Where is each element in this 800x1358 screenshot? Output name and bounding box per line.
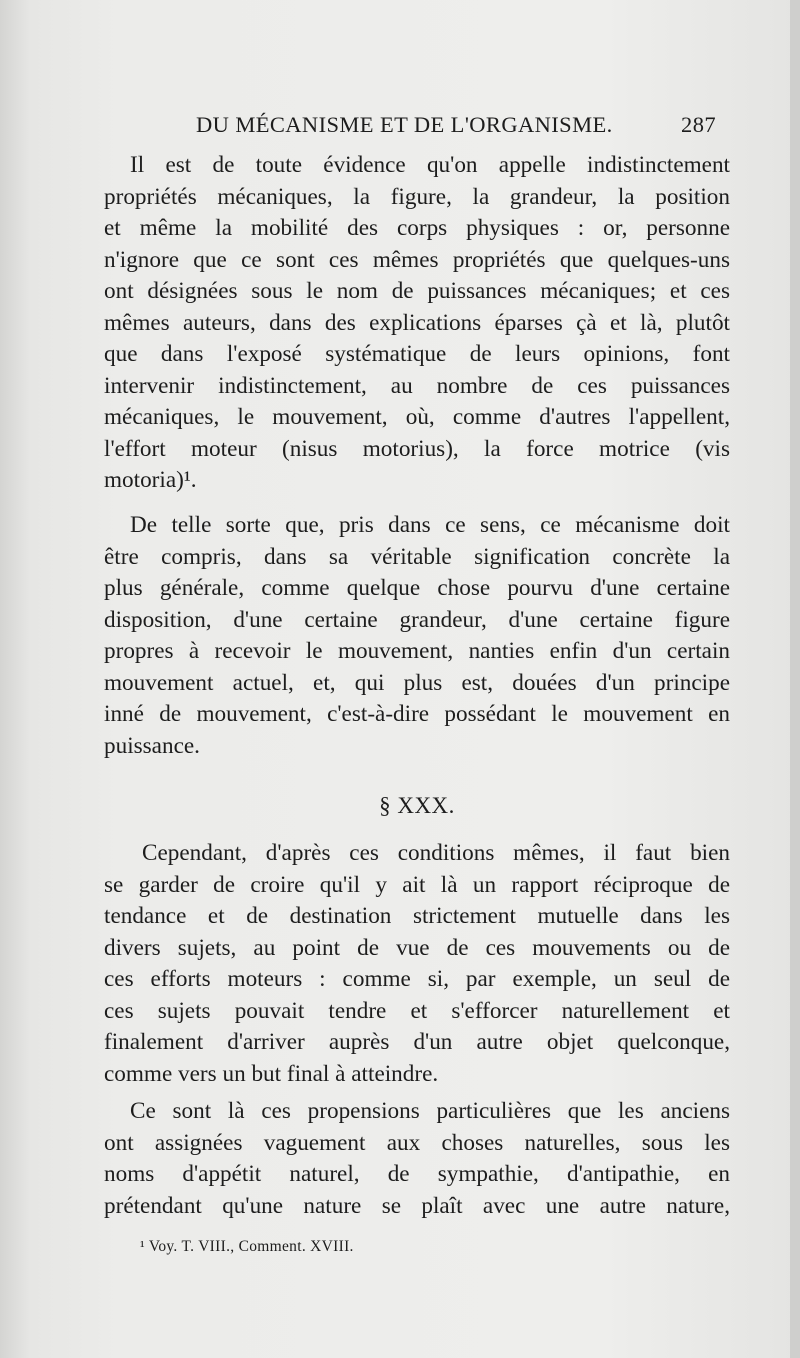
text-line: l'effort moteur (nisus motorius), la force motrice (vis: [104, 435, 730, 462]
text-line: propres à recevoir le mouvement, nanties enfin d'un certain: [104, 638, 730, 664]
text-line: disposition, d'une certaine grandeur, d'une certaine figure: [104, 606, 730, 633]
text-line: mêmes auteurs, dans des explications éparses çà et là, plutôt: [104, 309, 730, 336]
footnote: ¹ Voy. T. VIII., Comment. XVIII.: [140, 1238, 354, 1255]
text-line: intervenir indistinctement, au nombre de ces puissances: [104, 372, 730, 399]
text-line: et même la mobilité des corps physiques : or, personne: [104, 215, 730, 241]
text-line: être compris, dans sa véritable signification concrète la: [104, 543, 730, 570]
text-line: que dans l'exposé systématique de leurs opinions, font: [104, 341, 730, 367]
text-line: mouvement actuel, et, qui plus est, douées d'un principe: [104, 669, 730, 696]
paragraph-1: [104, 150, 730, 497]
page-number: 287: [681, 112, 716, 137]
text-line: Cependant, d'après ces conditions mêmes, il faut bien: [142, 840, 730, 866]
text-line: noms d'appétit naturel, de sympathie, d'antipathie, en: [104, 1161, 730, 1187]
text-line: inné de mouvement, c'est-à-dire possédant le mouvement en: [104, 701, 730, 727]
paragraph-4: [104, 1096, 730, 1222]
text-line: prétendant qu'une nature se plaît avec une autre nature,: [104, 1192, 730, 1219]
text-line: plus générale, comme quelque chose pourvu d'une certaine: [104, 575, 730, 601]
text-line: Il est de toute évidence qu'on appelle indistinctement: [130, 152, 730, 178]
text-line: ces sujets pouvait tendre et s'efforcer naturellement et: [104, 997, 730, 1024]
text-line: De telle sorte que, pris dans ce sens, ce mécanisme doit: [130, 512, 730, 538]
running-title: DU MÉCANISME ET DE L'ORGANISME.: [196, 112, 613, 137]
section-heading: § XXX.: [379, 793, 455, 818]
text-line: mécaniques, le mouvement, où, comme d'autres l'appellent,: [104, 404, 730, 430]
text-line: Ce sont là ces propensions particulières que les anciens: [130, 1098, 730, 1124]
paragraph-3: [104, 838, 730, 1090]
text-line: tendance et de destination strictement mutuelle dans les: [104, 903, 730, 929]
text-line: ont désignées sous le nom de puissances mécaniques; et ces: [104, 278, 730, 304]
text-line: motoria)¹.: [104, 467, 197, 493]
text-line: puissance.: [104, 732, 200, 759]
text-line: se garder de croire qu'il y ait là un rapport réciproque de: [104, 871, 730, 898]
page-edge-shadow: [790, 0, 800, 1358]
text-line: propriétés mécaniques, la figure, la grandeur, la position: [104, 183, 730, 210]
text-line: ont assignées vaguement aux choses naturelles, sous les: [104, 1129, 730, 1156]
paragraph-2: [104, 510, 730, 762]
text-line: finalement d'arriver auprès d'un autre objet quelconque,: [104, 1029, 730, 1055]
running-header: [196, 112, 716, 142]
text-line: divers sujets, au point de vue de ces mouvements ou de: [104, 934, 730, 961]
text-line: comme vers un but final à atteindre.: [104, 1060, 439, 1087]
text-line: ces efforts moteurs : comme si, par exemple, un seul de: [104, 966, 730, 992]
text-line: n'ignore que ce sont ces mêmes propriétés que quelques-uns: [104, 246, 730, 273]
